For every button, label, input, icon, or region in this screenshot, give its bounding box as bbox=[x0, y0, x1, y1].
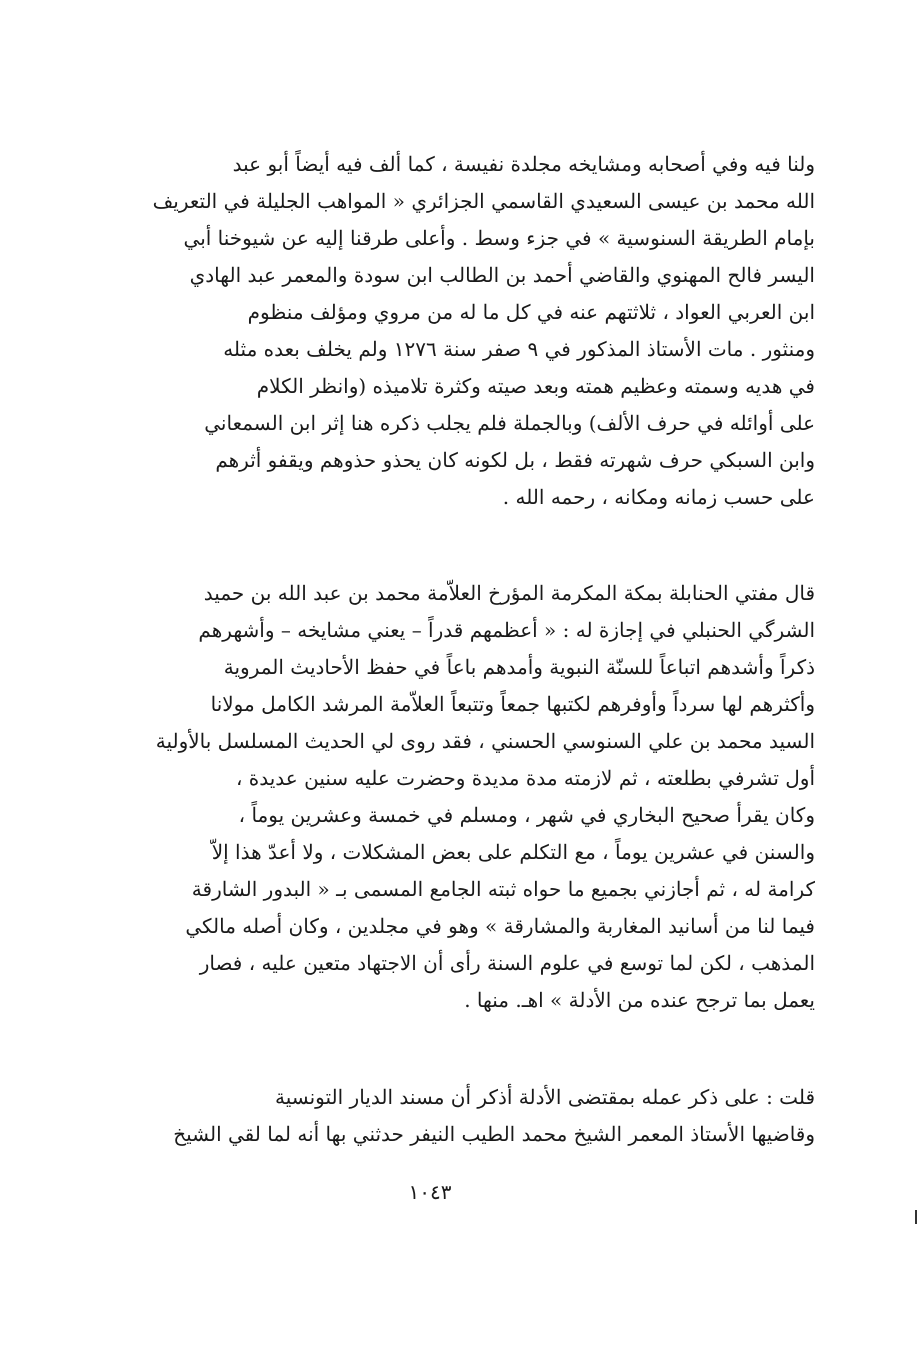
text-line: قلت : على ذكر عمله بمقتضى الأدلة أذكر أن مسند الديار التونسية bbox=[275, 1085, 815, 1109]
text-line: يعمل بما ترجح عنده من الأدلة » اهـ. منها . bbox=[464, 988, 815, 1012]
text-line: ابن العربي العواد ، ثلاثتهم عنه في كل ما له من مروي ومؤلف منظوم bbox=[247, 300, 815, 324]
text-line: قال مفتي الحنابلة بمكة المكرمة المؤرخ العلاّمة محمد بن عبد الله بن حميد bbox=[203, 581, 815, 605]
text-line: وكان يقرأ صحيح البخاري في شهر ، ومسلم في خمسة وعشرين يوماً ، bbox=[238, 803, 815, 827]
text-line: على أوائله في حرف الألف) وبالجملة فلم يجلب ذكره هنا إثر ابن السمعاني bbox=[204, 411, 815, 435]
text-line: السيد محمد بن علي السنوسي الحسني ، فقد روى لي الحديث المسلسل بالأولية bbox=[155, 729, 815, 753]
text-line: وقاضيها الأستاذ المعمر الشيخ محمد الطيب النيفر حدثني بها أنه لما لقي الشيخ bbox=[173, 1122, 815, 1146]
paragraph-3 bbox=[100, 1079, 815, 1153]
text-line: على حسب زمانه ومكانه ، رحمه الله . bbox=[502, 485, 815, 509]
text-line: بإمام الطريقة السنوسية » في جزء وسط . وأعلى طرقنا إليه عن شيوخنا أبي bbox=[183, 226, 815, 250]
text-line: كرامة له ، ثم أجازني بجميع ما حواه ثبته الجامع المسمى بـ « البدور الشارقة bbox=[191, 877, 815, 901]
text-line: وأكثرهم لها سرداً وأوفرهم لكتبها جمعاً وتتبعاً العلاّمة المرشد الكامل مولانا bbox=[210, 692, 815, 716]
text-line: ومنثور . مات الأستاذ المذكور في ٩ صفر سنة ١٢٧٦ ولم يخلف بعده مثله bbox=[223, 337, 815, 361]
text-line: ولنا فيه وفي أصحابه ومشايخه مجلدة نفيسة ، كما ألف فيه أيضاً أبو عبد bbox=[232, 152, 815, 176]
text-line: وابن السبكي حرف شهرته فقط ، بل لكونه كان يحذو حذوهم ويقفو أثرهم bbox=[215, 448, 815, 472]
paragraph-2 bbox=[100, 575, 815, 1019]
text-line: المذهب ، لكن لما توسع في علوم السنة رأى أن الاجتهاد متعين عليه ، فصار bbox=[199, 951, 815, 975]
text-line: فيما لنا من أسانيد المغاربة والمشارقة » وهو في مجلدين ، وكان أصله مالكي bbox=[185, 914, 815, 938]
text-line: في هديه وسمته وعظيم همته وبعد صيته وكثرة تلاميذه (وانظر الكلام bbox=[256, 374, 815, 398]
text-line: اليسر فالح المهنوي والقاضي أحمد بن الطالب ابن سودة والمعمر عبد الهادي bbox=[189, 263, 815, 287]
text-line: والسنن في عشرين يوماً ، مع التكلم على بعض المشكلات ، ولا أعدّ هذا إلاّ bbox=[211, 840, 815, 864]
text-line: ذكراً وأشدهم اتباعاً للسنّة النبوية وأمدهم باعاً في حفظ الأحاديث المروية bbox=[223, 655, 815, 679]
scan-edge-mark bbox=[915, 1210, 917, 1224]
text-line: الشرگي الحنبلي في إجازة له : « أعظمهم قدراً – يعني مشايخه – وأشهرهم bbox=[198, 618, 815, 642]
page-number: ١٠٤٣ bbox=[408, 1180, 452, 1204]
text-line: الله محمد بن عيسى السعيدي القاسمي الجزائري « المواهب الجليلة في التعريف bbox=[152, 189, 815, 213]
paragraph-1 bbox=[100, 146, 815, 516]
text-line: أول تشرفي بطلعته ، ثم لازمته مدة مديدة وحضرت عليه سنين عديدة ، bbox=[235, 766, 815, 790]
